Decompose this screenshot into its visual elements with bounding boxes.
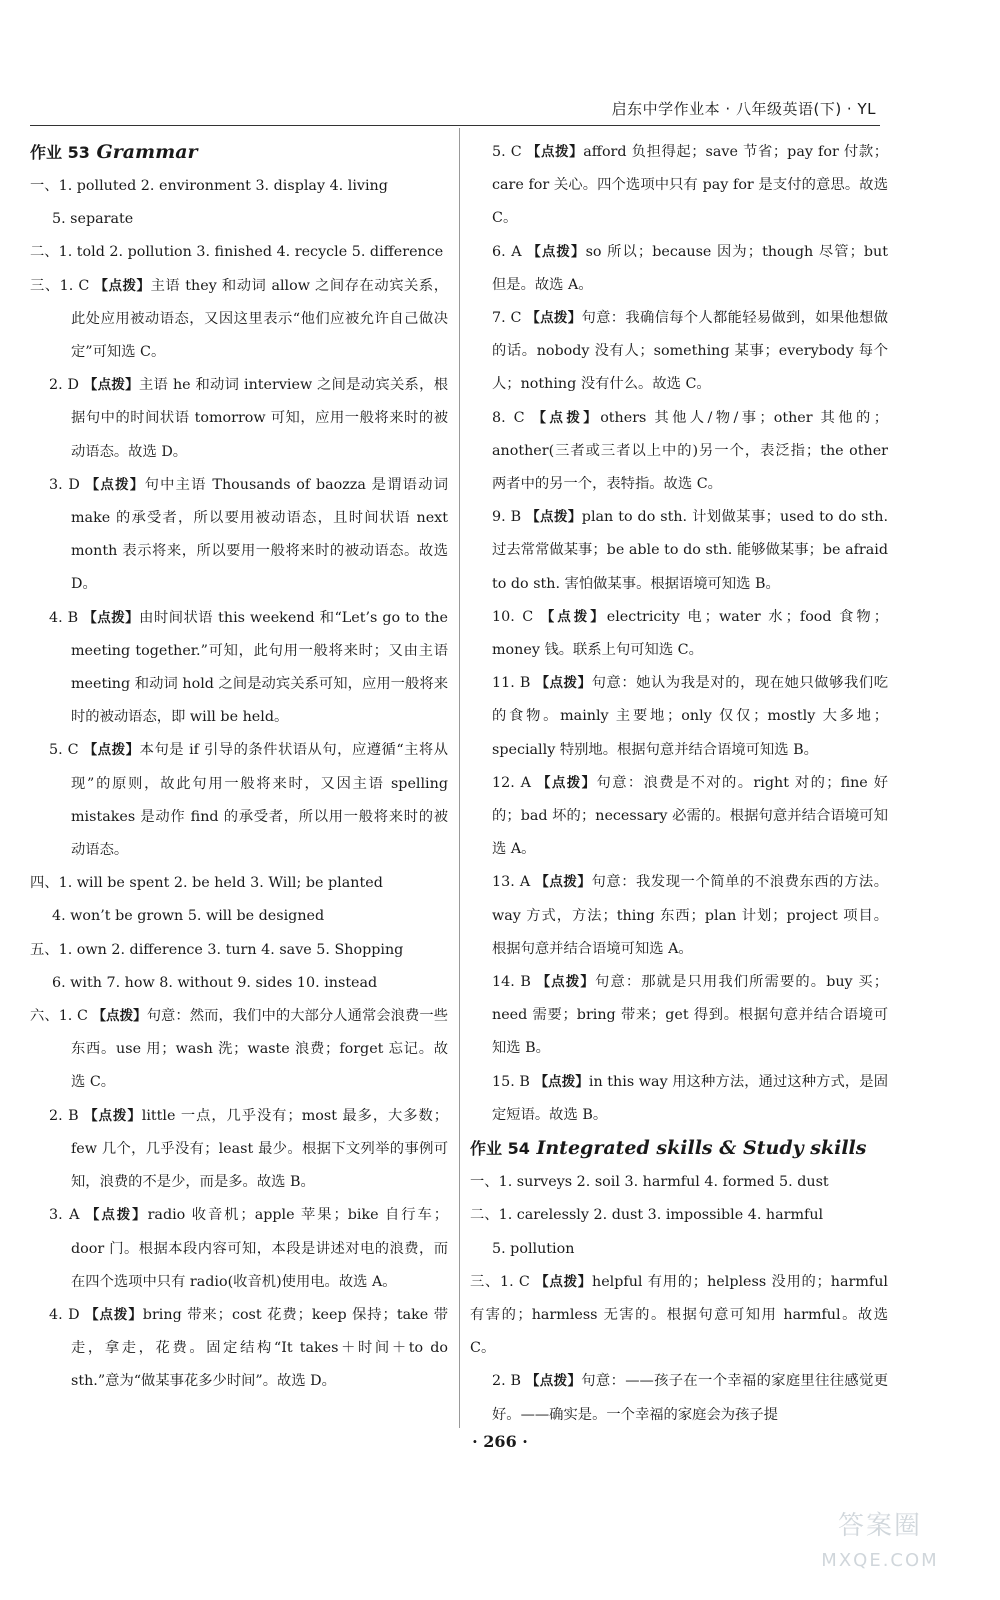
s54-part2-line1: 二、1. carelessly 2. dust 3. impossible 4. harmful	[470, 1207, 824, 1224]
hint-tag: 【点拨】	[540, 608, 607, 625]
s54-part2-line2: 5. pollution	[492, 1240, 575, 1257]
part6-item10	[470, 601, 888, 667]
item-number: 14. B	[492, 974, 537, 991]
item-text: afford 负担得起；save 节省；pay for 付款；care for 关心。四个选项中只有 pay for 是支付的意思。故选 C。	[492, 144, 889, 227]
item-text: so 所以；because 因为；though 尽管；but 但是。故选 A。	[492, 243, 889, 293]
part6-item12	[470, 767, 888, 867]
section-53-heading	[30, 136, 448, 169]
part3-item4	[30, 602, 448, 735]
hint-tag: 【点拨】	[536, 974, 596, 991]
left-column	[30, 136, 448, 1399]
part6-item9	[470, 501, 888, 601]
hint-tag: 【点拨】	[535, 874, 592, 891]
part1-line1: 一、1. polluted 2. environment 3. display 4. living	[30, 178, 388, 194]
item-number: 六、1. C	[30, 1008, 93, 1025]
part3-item1	[30, 270, 448, 370]
part1-line2: 5. separate	[52, 211, 134, 228]
item-text: in this way 用这种方法，通过这种方式，是固定短语。故选 B。	[492, 1073, 888, 1123]
header-title: 启东中学作业本 · 八年级英语(下) · YL	[611, 100, 876, 118]
hint-tag: 【点拨】	[527, 243, 586, 260]
part3-item5	[30, 734, 448, 867]
part5-line2: 6. with 7. how 8. without 9. sides 10. instead	[52, 974, 378, 991]
watermark-logo	[780, 1500, 980, 1580]
section-54-title: Integrated skills & Study skills	[536, 1137, 867, 1160]
hint-tag: 【点拨】	[535, 1273, 593, 1290]
part4-line2: 4. won’t be grown 5. will be designed	[52, 908, 325, 925]
page-header	[30, 98, 880, 126]
hint-tag: 【点拨】	[526, 144, 584, 160]
part6-item6	[470, 236, 888, 302]
item-number: 15. B	[492, 1073, 535, 1090]
hint-tag: 【点拨】	[535, 675, 592, 692]
item-number: 10. C	[492, 608, 541, 625]
item-number: 3. A	[49, 1207, 86, 1224]
item-number: 8. C	[492, 409, 533, 426]
item-text: 句意：浪费是不对的。right 对的；fine 好的；bad 坏的；necessary 必需的。根据句意并结合语境可知选 A。	[492, 774, 889, 858]
item-number: 4. B	[49, 609, 84, 626]
item-number: 4. D	[49, 1306, 86, 1323]
part6-item7	[470, 302, 888, 402]
part6-item11	[470, 667, 888, 767]
part6-item4	[30, 1299, 448, 1399]
item-text: others 其他人/物/事；other 其他的；another(三者或三者以上中的)另一个，表泛指；the other 两者中的另一个，表特指。故选 C。	[492, 409, 888, 493]
part3-item3	[30, 469, 448, 602]
hint-tag: 【点拨】	[534, 1073, 589, 1090]
section-53-title: Grammar	[96, 141, 198, 163]
item-number: 2. B	[49, 1107, 85, 1124]
item-text: 由时间状语 this weekend 和“Let’s go to the meeting together.”可知，此句用一般将来时；又由主语 meeting 和动词 hold 之间是动宾关系可知，应用一般将来时的被动语态，即 will be held。	[71, 609, 448, 726]
item-number: 2. B	[492, 1373, 526, 1390]
column-divider	[459, 128, 460, 1428]
hint-tag: 【点拨】	[85, 1207, 148, 1224]
item-text: bring 带来；cost 花费；keep 保持；take 带走，拿走，花费。固定结构“It takes＋时间＋to do sth.”意为“做某事花多少时间”。故选 D。	[71, 1306, 448, 1390]
item-text: 主语 he 和动词 interview 之间是动宾关系，根据句中的时间状语 tomorrow 可知，应用一般将来时的被动语态。故选 D。	[71, 377, 449, 460]
s54-part1: 一、1. surveys 2. soil 3. harmful 4. formed 5. dust	[470, 1174, 829, 1191]
item-text: electricity 电；water 水；food 食物；money 钱。联系上句可知选 C。	[492, 608, 888, 659]
hint-tag: 【点拨】	[526, 310, 582, 327]
hint-tag: 【点拨】	[532, 409, 601, 426]
item-number: 5. C	[492, 144, 527, 160]
item-number: 三、1. C	[30, 277, 95, 294]
hint-tag: 【点拨】	[83, 609, 140, 626]
right-column	[470, 136, 888, 1432]
part6-item14	[470, 966, 888, 1066]
part5-line1: 五、1. own 2. difference 3. turn 4. save 5. Shopping	[30, 941, 404, 958]
hint-tag: 【点拨】	[526, 509, 582, 526]
s54-part3-item1	[470, 1266, 888, 1366]
hint-tag: 【点拨】	[85, 1306, 143, 1323]
part3-item2	[30, 369, 448, 469]
item-text: helpful 有用的；helpless 没用的；harmful 有害的；harmless 无害的。根据句意可知用 harmful。故选 C。	[470, 1273, 888, 1357]
item-text: 句意：那就是只用我们所需要的。buy 买；need 需要；bring 带来；get 得到。根据句意并结合语境可知选 B。	[492, 974, 888, 1057]
part6-item15	[470, 1066, 888, 1132]
hint-tag: 【点拨】	[85, 476, 145, 493]
item-text: 句意：——孩子在一个幸福的家庭里往往感觉更好。——确实是。一个幸福的家庭会为孩子提	[492, 1373, 889, 1423]
item-number: 2. D	[49, 377, 84, 394]
hint-tag: 【点拨】	[83, 377, 139, 394]
watermark-glyphs: 答案圈	[837, 1511, 923, 1541]
part6-item2	[30, 1100, 448, 1200]
item-number: 9. B	[492, 509, 527, 526]
part6-item1	[30, 1000, 448, 1100]
item-text: plan to do sth. 计划做某事；used to do sth. 过去常常做某事；be able to do sth. 能够做某事；be afraid to do sth. 害怕做某事。根据语境可知选 B。	[492, 509, 888, 592]
item-text: 主语 they 和动词 allow 之间存在动宾关系，此处应用被动语态，又因这里表示“他们应被允许自己做决定”可知选 C。	[71, 277, 449, 361]
watermark-text: MXQE.COM	[821, 1550, 939, 1571]
item-text: 句意：我发现一个简单的不浪费东西的方法。way 方式，方法；thing 东西；plan 计划；project 项目。根据句意并结合语境可知选 A。	[492, 874, 889, 957]
part2-line1: 二、1. told 2. pollution 3. finished 4. recycle 5. difference	[30, 244, 444, 261]
part6-item5	[470, 136, 888, 236]
part6-item3	[30, 1199, 448, 1299]
section-54-heading	[470, 1132, 888, 1165]
part6-item13	[470, 866, 888, 966]
item-text: radio 收音机；apple 苹果；bike 自行车；door 门。根据本段内容可知，本段是讲述对电的浪费，而在四个选项中只有 radio(收音机)使用电。故选 A。	[71, 1207, 449, 1290]
section-53-label: 作业 53	[30, 143, 90, 162]
section-54-label: 作业 54	[470, 1139, 530, 1159]
hint-tag: 【点拨】	[92, 1008, 147, 1025]
page-number: · 266 ·	[472, 1432, 528, 1451]
s54-part3-item2	[470, 1365, 888, 1431]
item-text: 句意：她认为我是对的，现在她只做够我们吃的食物。mainly 主要地；only 仅仅；mostly 大多地；specially 特别地。根据句意并结合语境可知选 B。	[492, 675, 889, 758]
item-text: 句意：然而，我们中的大部分人通常会浪费一些东西。use 用；wash 洗；waste 浪费；forget 忘记。故选 C。	[71, 1008, 449, 1091]
item-number: 5. C	[49, 742, 84, 759]
hint-tag: 【点拨】	[536, 774, 597, 791]
item-text: 句中主语 Thousands of baozza 是谓语动词 make 的承受者，所以要用被动语态，且时间状语 next month 表示将来，所以要用一般将来时的被动语态。故选 D。	[71, 476, 448, 593]
item-text: little 一点，几乎没有；most 最多，大多数；few 几个，几乎没有；least 最少。根据下文列举的事例可知，浪费的不是少，而是多。故选 B。	[71, 1107, 448, 1191]
item-number: 13. A	[492, 874, 536, 891]
item-number: 3. D	[49, 476, 86, 493]
item-number: 三、1. C	[470, 1273, 536, 1290]
part4-line1: 四、1. will be spent 2. be held 3. Will; be planted	[30, 875, 383, 892]
hint-tag: 【点拨】	[94, 277, 151, 294]
hint-tag: 【点拨】	[525, 1373, 582, 1390]
item-number: 6. A	[492, 243, 528, 260]
hint-tag: 【点拨】	[84, 1107, 142, 1124]
part6-item8	[470, 402, 888, 502]
item-number: 11. B	[492, 675, 536, 692]
item-text: 句意：我确信每个人都能轻易做到，如果他想做的话。nobody 没有人；something 某事；everybody 每个人；nothing 没有什么。故选 C。	[492, 310, 889, 393]
item-text: 本句是 if 引导的条件状语从句，应遵循“主将从现”的原则，故此句用一般将来时，又因主语 spelling mistakes 是动作 find 的承受者，所以用一般将来时的被动语态。	[71, 742, 449, 859]
hint-tag: 【点拨】	[83, 742, 140, 759]
item-number: 7. C	[492, 310, 527, 327]
item-number: 12. A	[492, 774, 537, 791]
